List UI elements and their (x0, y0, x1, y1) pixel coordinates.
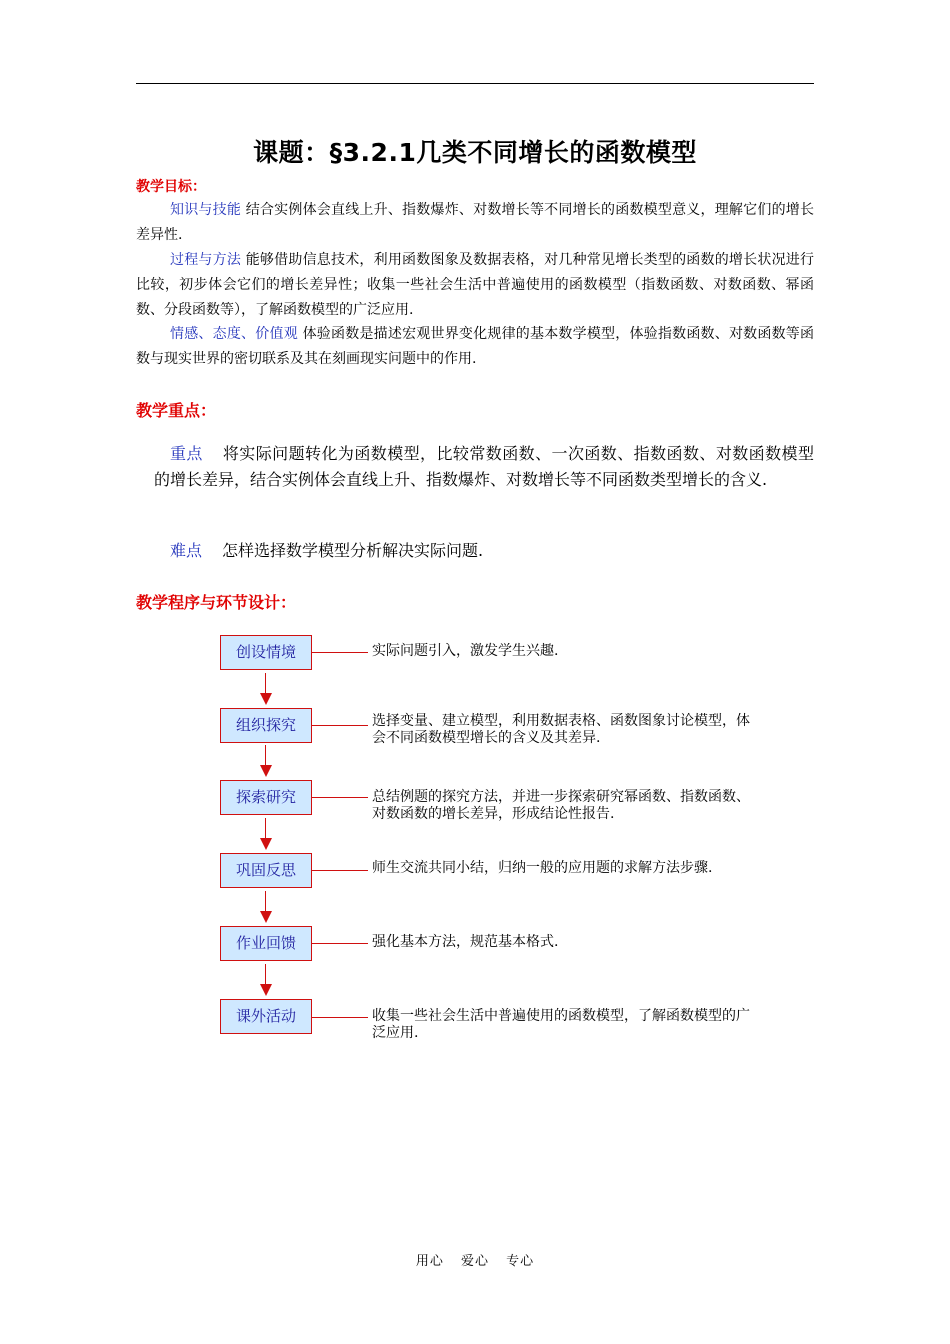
header-rule (136, 83, 814, 84)
goals-heading: 教学目标： (136, 179, 206, 195)
flow-step-box: 巩固反思 (220, 853, 312, 888)
page-title: 课题：§3.2.1几类不同增长的函数模型 (253, 138, 697, 167)
flow-arrow-line (265, 745, 266, 765)
flow-step-desc: 师生交流共同小结，归纳一般的应用题的求解方法步骤. (372, 860, 713, 876)
flow-step-desc: 强化基本方法，规范基本格式. (372, 934, 559, 950)
flow-step-desc: 收集一些社会生活中普遍使用的函数模型，了解函数模型的广泛应用. (372, 1008, 750, 1041)
flow-arrow-head (260, 765, 272, 777)
key-label: 难点 (170, 541, 203, 560)
flow-arrow-head (260, 984, 272, 996)
flow-arrow-head (260, 911, 272, 923)
key-text: 怎样选择数学模型分析解决实际问题. (222, 541, 484, 560)
flow-arrow-line (265, 891, 266, 911)
goal-text: 结合实例体会直线上升、指数爆炸、对数增长等不同增长的函数模型意义，理解它们的增长差异性. (136, 202, 814, 243)
flow-connector (312, 1017, 368, 1018)
process-heading: 教学程序与环节设计： (136, 593, 297, 612)
key-label: 重点 (170, 444, 203, 463)
key-point (154, 441, 814, 493)
goal-label: 过程与方法 (170, 252, 242, 268)
flow-arrow-line (265, 964, 266, 984)
flow-step-desc: 选择变量、建立模型，利用数据表格、函数图象讨论模型，体会不同函数模型增长的含义及其差异. (372, 713, 750, 746)
difficult-point (154, 538, 814, 564)
key-points-heading: 教学重点： (136, 401, 217, 420)
flow-connector (312, 725, 368, 726)
goal-text: 能够借助信息技术，利用函数图象及数据表格，对几种常见增长类型的函数的增长状况进行比较，初步体会它们的增长差异性；收集一些社会生活中普遍使用的函数模型（指数函数、对数函数、幂函数、分段函数等），了解函数模型的广泛应用. (136, 252, 814, 318)
flow-step-box: 创设情境 (220, 635, 312, 670)
flow-connector (312, 943, 368, 944)
flow-connector (312, 870, 368, 871)
flow-arrow-head (260, 838, 272, 850)
flow-step-box: 探索研究 (220, 780, 312, 815)
flow-step-desc: 实际问题引入，激发学生兴趣. (372, 643, 559, 659)
flow-step-desc: 总结例题的探究方法，并进一步探索研究幂函数、指数函数、对数函数的增长差异，形成结论性报告. (372, 789, 750, 822)
goal-label: 知识与技能 (170, 202, 242, 218)
goal-attitude (136, 322, 814, 372)
goal-label: 情感、态度、价值观 (170, 326, 298, 342)
flow-arrow-head (260, 693, 272, 705)
goal-text: 体验函数是描述宏观世界变化规律的基本数学模型，体验指数函数、对数函数等函数与现实世界的密切联系及其在刻画现实问题中的作用. (136, 326, 815, 367)
flow-connector (312, 797, 368, 798)
flow-connector (312, 652, 368, 653)
goal-process (136, 248, 814, 323)
key-text: 将实际问题转化为函数模型，比较常数函数、一次函数、指数函数、对数函数模型的增长差异，结合实例体会直线上升、指数爆炸、对数增长等不同函数类型增长的含义. (154, 444, 814, 489)
page-footer: 用心 爱心 专心 (415, 1254, 535, 1269)
flow-step-box: 课外活动 (220, 999, 312, 1034)
flow-arrow-line (265, 673, 266, 693)
flow-arrow-line (265, 818, 266, 838)
flow-step-box: 作业回馈 (220, 926, 312, 961)
goal-knowledge (136, 198, 814, 248)
flow-step-box: 组织探究 (220, 708, 312, 743)
